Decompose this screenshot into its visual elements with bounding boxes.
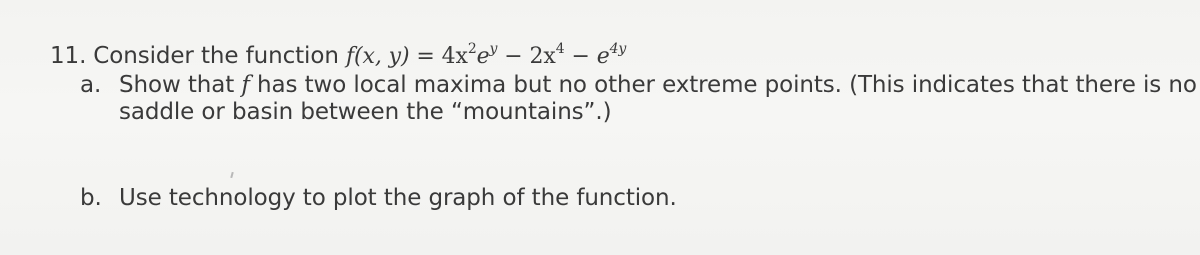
stray-pen-mark — [230, 172, 233, 178]
question-title — [50, 42, 626, 71]
minus-sign-2: − — [571, 44, 590, 69]
minus-sign-1: − — [504, 44, 523, 69]
term-2-coef: 2x — [529, 44, 556, 69]
part-a-text-after: has two local maxima but no other extreme points. (This indicates that there is no — [257, 72, 1197, 98]
term-1-exp: 2 — [467, 41, 477, 57]
part-b-text: Use technology to plot the graph of the function. — [119, 185, 677, 211]
term-1-base: e — [476, 44, 490, 69]
part-b-line — [80, 184, 677, 212]
part-a-text-before: Show that — [119, 72, 235, 98]
term-3-exp: 4y — [609, 41, 627, 57]
question-intro: Consider the function — [93, 43, 339, 69]
part-a-f: f — [241, 72, 250, 98]
function-lhs: f(x, y) = — [346, 44, 435, 69]
function-formula — [346, 41, 627, 69]
term-1-base-exp: y — [489, 41, 498, 57]
question-number: 11. — [50, 43, 87, 69]
part-b-label: b. — [80, 185, 102, 211]
part-a-line-2: saddle or basin between the “mountains”.) — [119, 99, 612, 125]
part-a-label: a. — [80, 72, 102, 98]
term-1-coef: 4x — [441, 44, 468, 69]
term-2-exp: 4 — [555, 41, 565, 57]
term-3-base: e — [596, 44, 610, 69]
part-a-line-1 — [80, 71, 1197, 99]
